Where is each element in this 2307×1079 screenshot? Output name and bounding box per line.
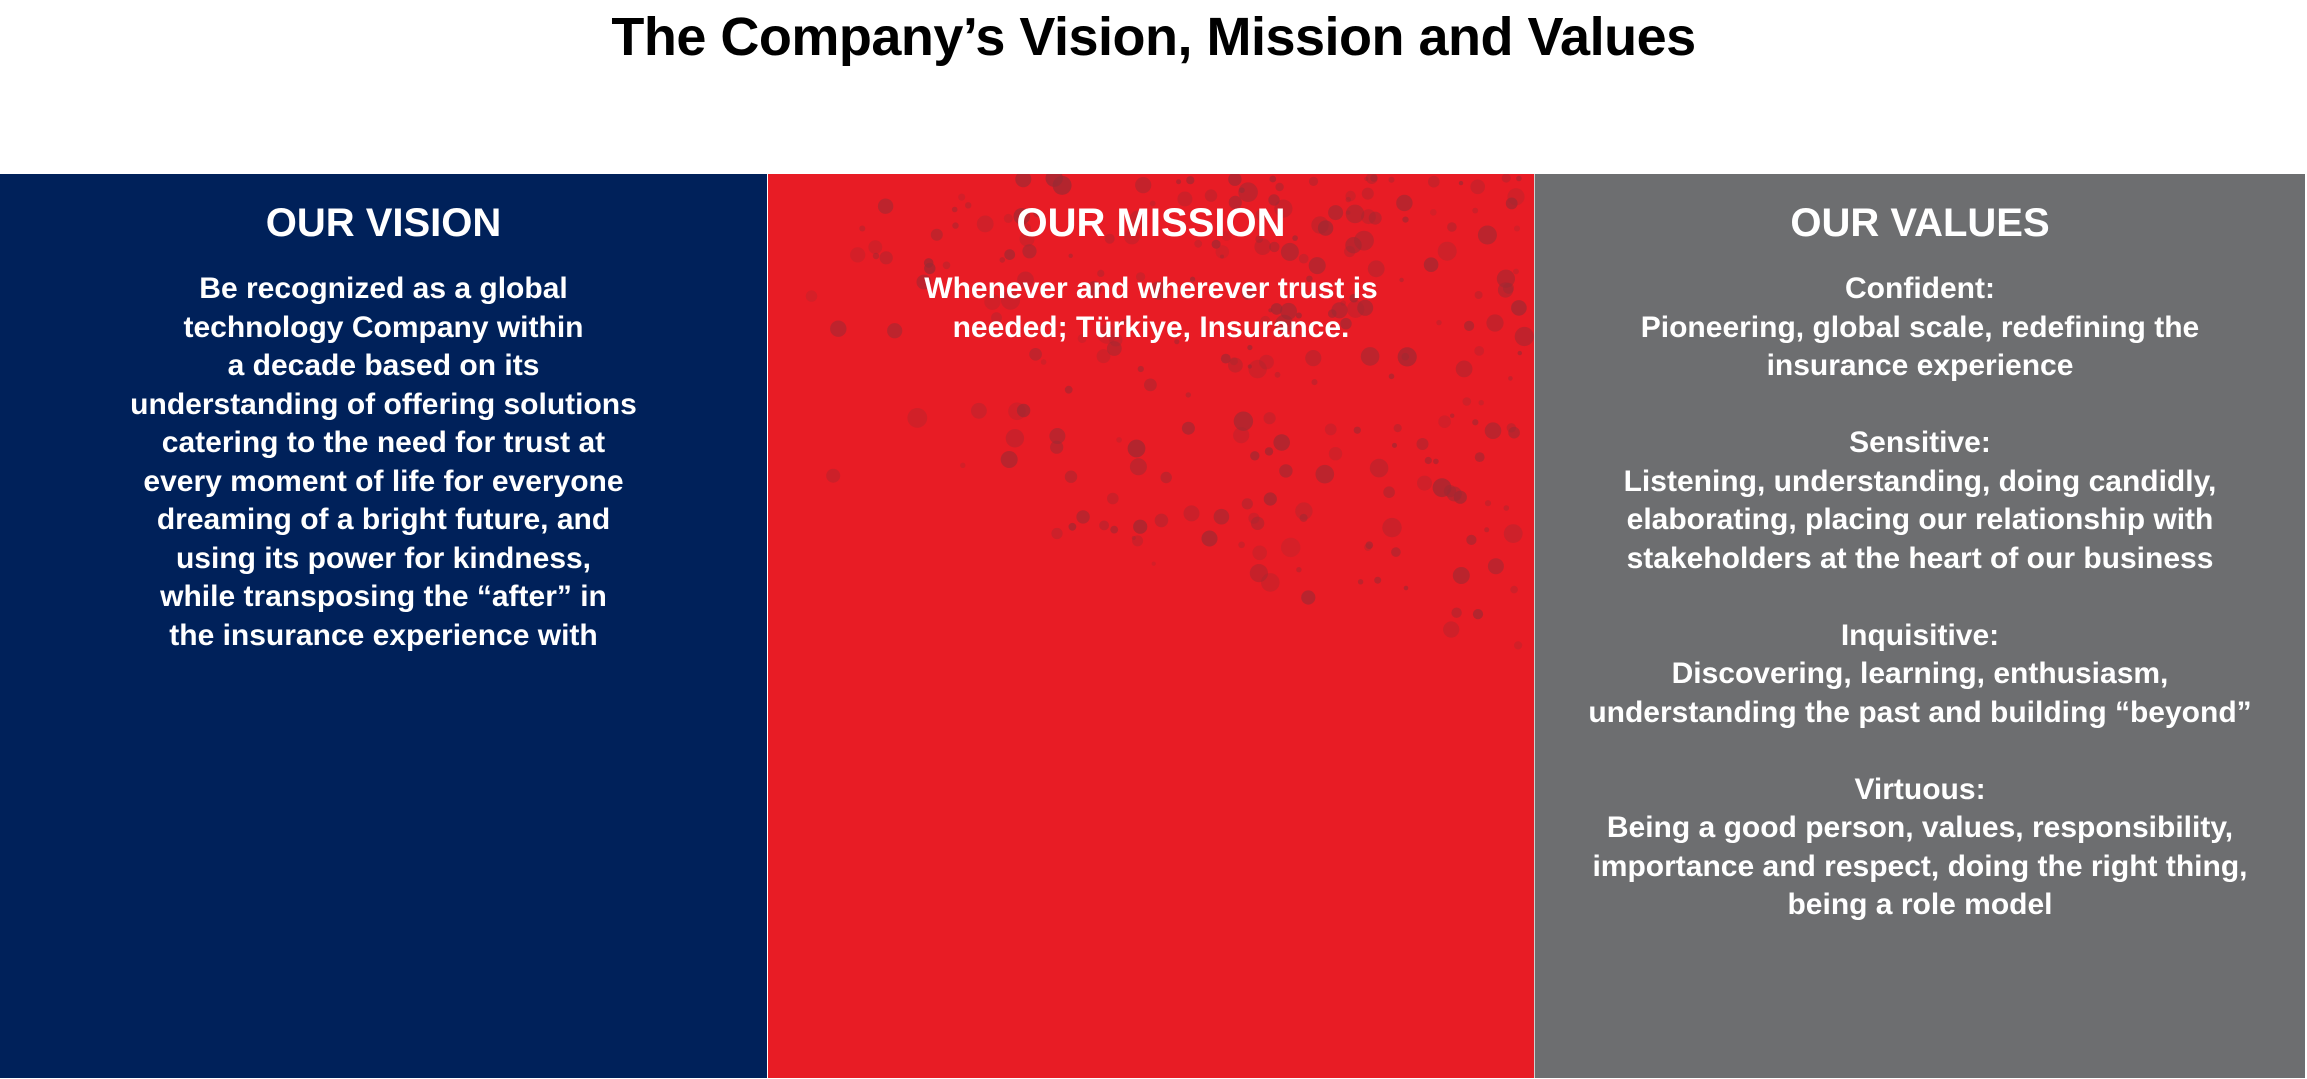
decorative-dot bbox=[873, 253, 879, 259]
decorative-dot bbox=[1132, 535, 1143, 546]
decorative-dot bbox=[1470, 180, 1485, 195]
vision-heading: OUR VISION bbox=[265, 201, 502, 245]
decorative-dot bbox=[1144, 379, 1157, 392]
vision-line: technology Company within bbox=[183, 310, 584, 344]
decorative-dot bbox=[1186, 176, 1194, 184]
vision-line: the insurance experience with bbox=[169, 618, 598, 652]
decorative-dot bbox=[1504, 524, 1523, 543]
decorative-dot bbox=[1475, 452, 1485, 462]
decorative-dot bbox=[1504, 505, 1510, 511]
decorative-dot bbox=[1354, 427, 1361, 434]
value-virtuous bbox=[1535, 771, 2305, 925]
value-sensitive bbox=[1535, 424, 2305, 578]
decorative-dot bbox=[826, 469, 840, 483]
mission-heading: OUR MISSION bbox=[1016, 201, 1286, 245]
decorative-dot bbox=[1248, 513, 1259, 524]
decorative-dot bbox=[1391, 547, 1401, 557]
decorative-dot bbox=[1502, 174, 1511, 183]
panels-row bbox=[0, 174, 2307, 1078]
decorative-dot bbox=[943, 262, 951, 270]
decorative-dot bbox=[1438, 415, 1451, 428]
decorative-dot bbox=[880, 251, 893, 264]
decorative-dot bbox=[1004, 249, 1015, 260]
value-line: Being a good person, values, responsibility, bbox=[1606, 811, 2234, 844]
vision-line: every moment of life for everyone bbox=[143, 464, 624, 498]
decorative-dot bbox=[1099, 521, 1109, 531]
decorative-dot bbox=[1404, 586, 1409, 591]
decorative-dot bbox=[1186, 392, 1191, 397]
decorative-dot bbox=[1000, 257, 1006, 263]
value-line: being a role model bbox=[1787, 888, 2053, 921]
decorative-dot bbox=[907, 408, 927, 428]
decorative-dot bbox=[1485, 500, 1491, 506]
decorative-dot bbox=[1233, 427, 1249, 443]
vision-line: using its power for kindness, bbox=[175, 541, 592, 575]
decorative-dot bbox=[1264, 492, 1277, 505]
decorative-dot bbox=[1417, 438, 1429, 450]
vision-line: while transposing the “after” in bbox=[160, 580, 607, 613]
decorative-dot bbox=[1242, 498, 1253, 509]
decorative-dot bbox=[1161, 472, 1172, 483]
value-name: Inquisitive: bbox=[1840, 618, 2000, 652]
decorative-dot bbox=[1228, 174, 1241, 186]
mission-line: Whenever and wherever trust is bbox=[924, 272, 1378, 305]
mission-panel bbox=[767, 174, 1535, 1078]
decorative-dot bbox=[1110, 526, 1118, 534]
value-confident bbox=[1535, 270, 2305, 386]
value-line: understanding the past and building “beyond” bbox=[1588, 695, 2252, 729]
decorative-dot bbox=[1498, 282, 1513, 297]
mission-line: needed; Türkiye, Insurance. bbox=[952, 310, 1350, 344]
decorative-dot bbox=[1374, 577, 1381, 584]
decorative-dot bbox=[1230, 357, 1238, 365]
decorative-dot bbox=[1309, 177, 1318, 186]
decorative-dot bbox=[830, 321, 846, 337]
values-heading: OUR VALUES bbox=[1790, 201, 2050, 245]
decorative-dot bbox=[1466, 535, 1476, 545]
value-line: Discovering, learning, enthusiasm, bbox=[1671, 657, 2169, 690]
mission-text bbox=[881, 270, 1421, 347]
value-inquisitive bbox=[1535, 617, 2305, 733]
decorative-dot bbox=[1029, 348, 1042, 361]
decorative-dot bbox=[971, 403, 987, 419]
decorative-dot bbox=[960, 463, 965, 468]
decorative-dot bbox=[1443, 621, 1459, 637]
value-name: Sensitive: bbox=[1849, 426, 1991, 459]
decorative-dot bbox=[1252, 546, 1267, 561]
decorative-dot bbox=[1259, 355, 1274, 370]
decorative-dot bbox=[1269, 176, 1276, 183]
value-name: Confident: bbox=[1845, 272, 1995, 305]
decorative-dot bbox=[1479, 400, 1484, 405]
decorative-dot bbox=[1275, 183, 1283, 191]
values-panel bbox=[1535, 174, 2305, 1078]
decorative-dot bbox=[1152, 562, 1156, 566]
decorative-dot bbox=[1514, 641, 1522, 649]
decorative-dot bbox=[1041, 359, 1047, 365]
decorative-dot bbox=[1128, 440, 1146, 458]
decorative-dot bbox=[1484, 527, 1489, 532]
decorative-dot bbox=[1065, 386, 1073, 394]
decorative-dot bbox=[1451, 608, 1461, 618]
decorative-dot bbox=[1456, 361, 1473, 378]
decorative-dot bbox=[1248, 364, 1252, 368]
decorative-dot bbox=[1264, 412, 1276, 424]
decorative-dot bbox=[1065, 471, 1077, 483]
decorative-dot bbox=[1296, 567, 1301, 572]
decorative-dot bbox=[1305, 350, 1321, 366]
page-title: The Company’s Vision, Mission and Values bbox=[611, 7, 1696, 67]
decorative-dot bbox=[1238, 542, 1245, 549]
value-line: Pioneering, global scale, redefining the bbox=[1640, 310, 2200, 344]
decorative-dot bbox=[1049, 428, 1065, 444]
decorative-dot bbox=[1485, 422, 1502, 439]
decorative-dot bbox=[1472, 419, 1478, 425]
decorative-dot bbox=[1511, 300, 1527, 316]
vision-line: Be recognized as a global bbox=[199, 272, 568, 305]
decorative-dot bbox=[1508, 427, 1520, 439]
decorative-dot bbox=[1389, 374, 1395, 380]
decorative-dot bbox=[1370, 459, 1389, 478]
decorative-dot bbox=[1116, 437, 1122, 443]
decorative-dot bbox=[1464, 321, 1474, 331]
vision-panel bbox=[0, 174, 767, 1078]
decorative-dot bbox=[1133, 520, 1147, 534]
decorative-dot bbox=[850, 247, 865, 262]
value-line: Listening, understanding, doing candidly, bbox=[1623, 464, 2217, 498]
decorative-dot bbox=[1513, 269, 1519, 275]
decorative-dot bbox=[1473, 609, 1483, 619]
decorative-dot bbox=[1184, 505, 1200, 521]
decorative-dot bbox=[1069, 254, 1073, 258]
decorative-dot bbox=[1474, 346, 1484, 356]
decorative-dot bbox=[1006, 429, 1024, 447]
vision-line: catering to the need for trust at bbox=[161, 426, 606, 459]
decorative-dot bbox=[1366, 174, 1378, 184]
decorative-dot bbox=[1279, 464, 1292, 477]
decorative-dot bbox=[1300, 514, 1308, 522]
decorative-dot bbox=[1299, 254, 1309, 264]
decorative-dot bbox=[1239, 187, 1245, 193]
decorative-dot bbox=[1202, 531, 1218, 547]
decorative-dot bbox=[1518, 351, 1522, 355]
decorative-dot bbox=[1301, 590, 1315, 604]
vision-line: understanding of offering solutions bbox=[130, 387, 637, 421]
decorative-dot bbox=[1433, 459, 1439, 465]
vision-line: dreaming of a bright future, and bbox=[156, 503, 611, 536]
decorative-dot bbox=[1135, 177, 1151, 193]
decorative-dot bbox=[1475, 291, 1483, 299]
decorative-dot bbox=[1221, 354, 1231, 364]
vision-line: a decade based on its bbox=[227, 349, 540, 382]
decorative-dot bbox=[1017, 404, 1030, 417]
decorative-dot bbox=[1329, 447, 1342, 460]
decorative-dot bbox=[1433, 478, 1452, 497]
decorative-dot bbox=[1182, 422, 1195, 435]
decorative-dot bbox=[1250, 451, 1259, 460]
decorative-dot bbox=[1015, 174, 1031, 187]
decorative-dot bbox=[1488, 558, 1504, 574]
decorative-dot bbox=[1394, 424, 1402, 432]
decorative-dot bbox=[1316, 465, 1335, 484]
decorative-dot bbox=[1486, 314, 1503, 331]
decorative-dot bbox=[1428, 176, 1440, 188]
decorative-dot bbox=[1214, 509, 1230, 525]
decorative-dot bbox=[1312, 379, 1318, 385]
decorative-dot bbox=[1424, 257, 1439, 272]
decorative-dot bbox=[806, 290, 817, 301]
decorative-dot bbox=[1107, 493, 1119, 505]
decorative-dot bbox=[1130, 458, 1147, 475]
decorative-dot bbox=[1069, 523, 1077, 531]
decorative-dot bbox=[1398, 347, 1417, 366]
value-line: elaborating, placing our relationship with bbox=[1626, 503, 2214, 536]
value-line: importance and respect, doing the right thing, bbox=[1592, 849, 2248, 883]
decorative-dot bbox=[1155, 514, 1169, 528]
decorative-dot bbox=[1425, 457, 1432, 464]
decorative-dot bbox=[1364, 544, 1371, 551]
decorative-dot bbox=[1361, 347, 1380, 366]
decorative-dot bbox=[1515, 327, 1534, 346]
decorative-dot bbox=[1383, 486, 1395, 498]
value-name: Virtuous: bbox=[1854, 772, 1986, 806]
vision-text bbox=[104, 270, 664, 655]
decorative-dot bbox=[1382, 518, 1401, 537]
decorative-dot bbox=[1453, 567, 1470, 584]
decorative-dot bbox=[1358, 579, 1363, 584]
decorative-dot bbox=[1389, 177, 1395, 183]
decorative-dot bbox=[1436, 320, 1441, 325]
decorative-dot bbox=[1510, 586, 1518, 594]
decorative-dot bbox=[1463, 397, 1472, 406]
decorative-dot bbox=[1417, 476, 1432, 491]
decorative-dot bbox=[1516, 176, 1522, 182]
values-list bbox=[1535, 270, 2305, 925]
decorative-dot bbox=[1325, 424, 1337, 436]
decorative-dot bbox=[1281, 538, 1300, 557]
decorative-dot bbox=[1176, 179, 1181, 184]
value-line: insurance experience bbox=[1766, 349, 2074, 382]
decorative-dot bbox=[1261, 573, 1280, 592]
decorative-dot bbox=[1508, 376, 1513, 381]
decorative-dot bbox=[1392, 443, 1397, 448]
decorative-dot bbox=[1459, 181, 1463, 185]
decorative-dot bbox=[1076, 510, 1089, 523]
decorative-dot bbox=[1450, 414, 1454, 418]
decorative-dot bbox=[1265, 447, 1273, 455]
decorative-dot bbox=[1275, 372, 1281, 378]
value-line: stakeholders at the heart of our business bbox=[1626, 541, 2214, 575]
decorative-dot bbox=[1273, 434, 1290, 451]
decorative-dot bbox=[1051, 528, 1062, 539]
decorative-dot bbox=[1001, 451, 1018, 468]
decorative-dot bbox=[924, 258, 934, 268]
decorative-dot bbox=[1138, 366, 1144, 372]
